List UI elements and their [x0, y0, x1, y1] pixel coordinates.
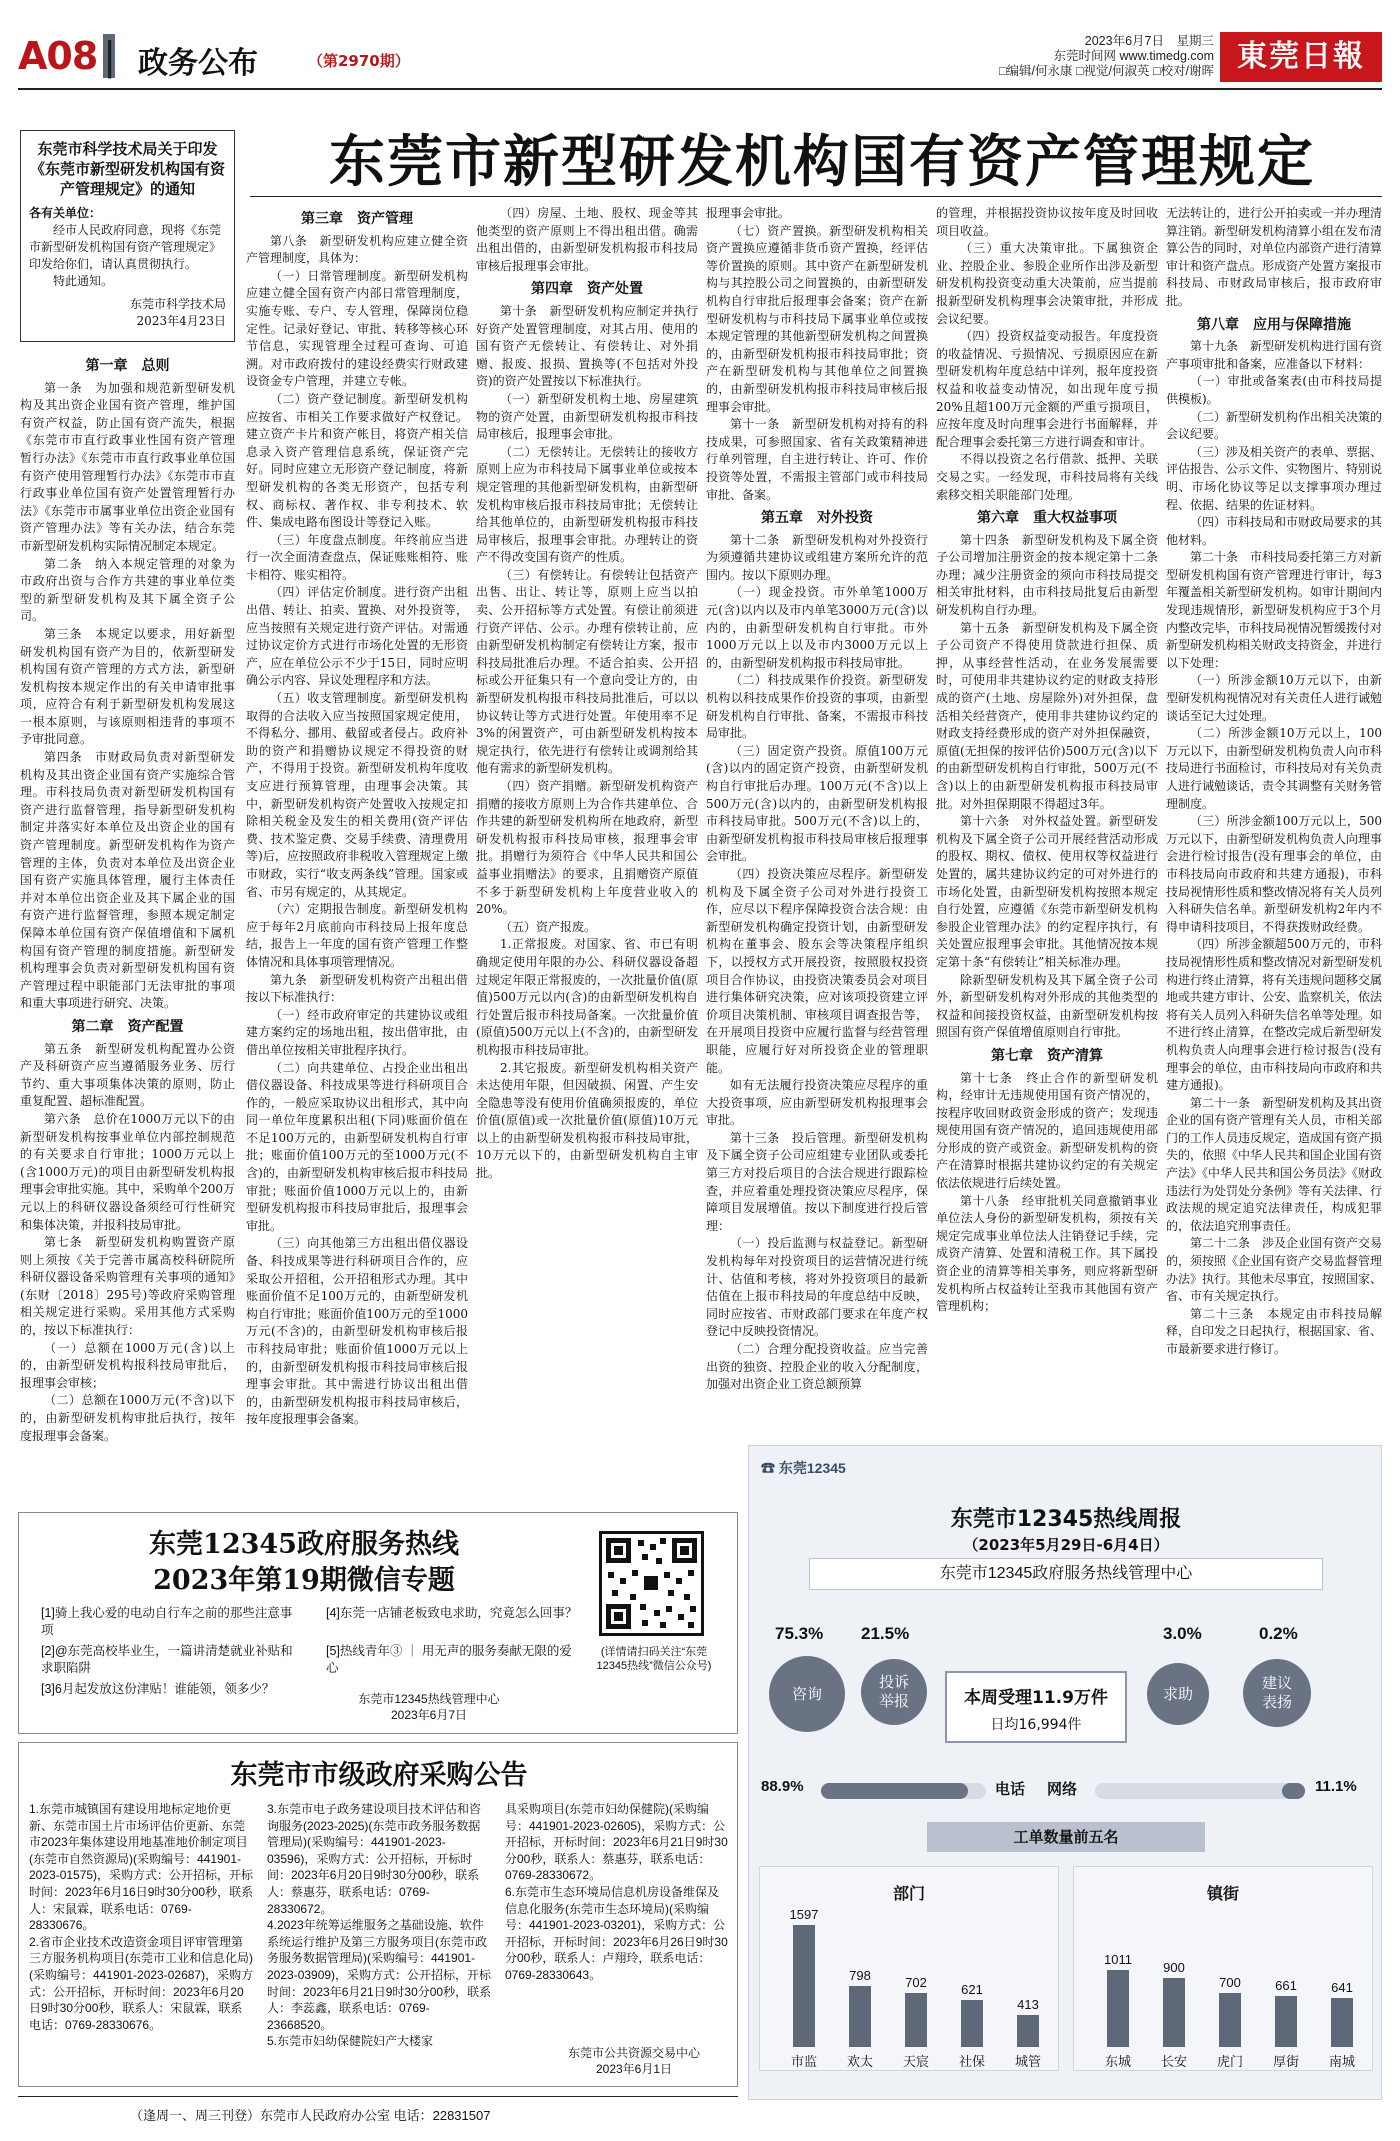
suggest-circle — [1243, 1659, 1311, 1727]
paragraph: 除新型研发机构及其下属全资子公司外，新型研发机构对外形成的其他类型的权益和间接投资权益，由新型研发机构按照国有资产保值增值原则自行审批。 — [936, 972, 1158, 1040]
chapter-heading: 第五章 对外投资 — [761, 510, 873, 527]
chart-bar — [1275, 1996, 1297, 2047]
phone-share-bar — [821, 1783, 986, 1799]
procurement-notice — [18, 1742, 738, 2087]
chart-category-label: 市监 — [790, 2055, 817, 2070]
chart-value-label: 798 — [849, 1968, 871, 1983]
chart-value-label: 1011 — [1104, 1952, 1132, 1967]
paragraph: （一）所涉金额10万元以下，由新型研发机构视情况对有关责任人进行诫勉谈话至记大过处理。 — [1166, 673, 1382, 723]
report-range: （2023年5月29日-6月4日） — [963, 1536, 1169, 1554]
paragraph: （三）涉及相关资产的表单、票据、评估报告、公示文件、实物图片、特别说明、市场化协议等足以支撑事项办理过程、依据、结果的佐证材料。 — [1166, 444, 1382, 512]
paragraph: （一）投后监测与权益登记。新型研发机构每年对投资项目的运营情况进行统计、估值和考核，将对外投资项目的最新估值在上报市科技局的年度总结中反映，同时应按省、市财政部门要求在年度产权登记中反映投资情况。 — [706, 1236, 928, 1339]
paragraph: （二）科技成果作价投资。新型研发机构以科技成果作价投资的事项，由新型研发机构自行审批、备案，不需报市科技局审批。 — [706, 673, 928, 741]
hotline-logo — [761, 1458, 846, 1478]
footer-text: （逢周一、周三刊登）东莞市人民政府办公室 电话：22831507 — [130, 2108, 491, 2123]
paragraph: （一）经市政府审定的共建协议或组建方案约定的场地出租，按出借审批，由借出单位按相关审批程序执行。 — [246, 1007, 468, 1057]
consult-percent: 75.3% — [775, 1624, 824, 1643]
paragraph: （七）资产置换。新型研发机构相关资产置换应遵循非货币资产置换，经评估等价置换的原则。其中资产在新型研发机构与其控股公司之间置换的，由新型研发机构自行审批后报理事会备案；资产在新型研发机构与市科技局下属事业单位或按本规定管理的其他新型研发机构之间置换的，由新型研发机构报市科技局审批；资产在新型研发机构与其他单位之间置换的，由新型研发机构报市科技局审核后报理事会审批。 — [706, 223, 928, 414]
paragraph: 第十六条 对外权益处置。新型研发机构及下属全资子公司开展经营活动形成的股权、期权、债权、使用权等权益进行处置的，属共建协议约定的可对外进行的市场化处置，由新型研发机构按照本规定自行处置，应遵循《东莞市新型研发机构参股企业管理办法》的约定程序执行，有关处置应报理事会审批。其他情况按本规定第十条“有偿转让”相关标准办理。 — [936, 814, 1158, 969]
complain-label: 投诉 举报 — [878, 1673, 909, 1710]
paragraph: 第二十二条 涉及企业国有资产交易的，须按照《企业国有资产交易监督管理办法》执行。其他未尽事宜，按照国家、省、市有关规定执行。 — [1166, 1236, 1382, 1304]
chart-value-label: 621 — [961, 1982, 983, 1997]
paragraph: 第七条 新型研发机构购置资产原则上须按《关于完善市属高校科研院所科研仪器设备采购管理有关事项的通知》(东财〔2018〕295号)等政府采购管理相关规定进行采购。采用其他方式采购的，按以下标准执行： — [20, 1235, 235, 1338]
paragraph: （四）市科技局和市财政局要求的其他材料。 — [1166, 515, 1382, 547]
headline: 东莞市新型研发机构国有资产管理规定 — [329, 129, 1315, 195]
phone-label: 电话 — [995, 1781, 1026, 1798]
paragraph: 第十八条 经审批机关同意撤销事业单位法人身份的新型研发机构，须按有关规定完成事业单位法人注销登记手续，完成资产清算、处置和清税工作。其下属投资企业的清算等相关事务，则应将新型研发机构所占权益转让至我市其他国有资产管理机构； — [936, 1193, 1158, 1314]
complain-percent: 21.5% — [861, 1624, 910, 1643]
page-number-text: A08 — [18, 34, 98, 78]
paragraph: （一）审批或备案表(由市科技局提供模板)。 — [1166, 374, 1382, 406]
paragraph: 第五条 新型研发机构配置办公资产及科研资产应当遵循服务业务、厉行节约、重大事项集体决策的原则，防止重复配置、超标准配置。 — [20, 1041, 235, 1109]
masthead — [18, 30, 1382, 90]
notice-box — [20, 130, 235, 342]
chart-bar — [1107, 1970, 1129, 2047]
weekly-total: 本周受理11.9万件 — [964, 1688, 1108, 1708]
article-column-2 — [246, 205, 468, 1502]
promo-item[interactable]: [1]骑上我心爱的电动自行车之前的那些注意事项 — [41, 1606, 293, 1637]
paragraph: （三）重大决策审批。下属独资企业、控股企业、参股企业所作出涉及新型研发机构投资变动重大决策前，应当提前报新型研发机构理事会决策审批，并形成会议纪要。 — [936, 241, 1158, 326]
paragraph: 第十一条 新型研发机构对持有的科技成果，可参照国家、省有关政策精神进行单列管理，自主进行转让、许可、作价投资等处置，不需报主管部门或市科技局审批、备案。 — [706, 417, 928, 502]
notice-to: 各有关单位： — [29, 206, 102, 220]
chart-value-label: 700 — [1219, 1975, 1241, 1990]
paragraph: （三）所涉金额100万元以上，500万元以下，由新型研发机构负责人向理事会进行检讨报告(没有理事会的单位，由市科技局向市政府和共建方通报)，市科技局视情形性质和整改情况将有关人员列入科研失信名单。新型研发机构2年内不得申请科技项目，不得获拨财政经费。 — [1166, 814, 1382, 934]
notice-title: 东莞市科学技术局关于印发《东莞市新型研发机构国有资产管理规定》的通知 — [29, 140, 225, 198]
chapter-heading: 第三章 资产管理 — [301, 211, 413, 227]
article-column-4 — [706, 205, 928, 1430]
notice-body: 经市人民政府同意，现将《东莞市新型研发机构国有资产管理规定》印发给你们，请认真贯彻执行。 — [29, 223, 222, 271]
procurement-column: 具采购项目(东莞市妇幼保健院)(采购编号：441901-2023-02605)，采购方式：公开招标，开标时间：2023年6月21日9时30分00秒，联系人：蔡惠芬，联系电话：0769-28330672。 6.东莞市生态环境局信息机房设备维保及信息化服务(东莞市生态环境局)(采购编号：441901-2023-03201)，采购方式：公开招标，开标时间：2023年6月26日9时30分00秒，联系人：卢翔玲，联系电话：0769-28330643。 — [505, 1802, 728, 1982]
town-chart — [1073, 1866, 1373, 2071]
paragraph: 第二条 纳入本规定管理的对象为市政府出资与合作方共建的事业单位类型的新型研发机构及其下属全资子公司。 — [20, 556, 235, 624]
procurement-signature — [539, 2045, 729, 2077]
paragraph: （二）资产登记制度。新型研发机构应按省、市相关工作要求做好产权登记。建立资产卡片和资产帐目，将资产相关信息录入资产管理信息系统，保证资产完好。同时应建立无形资产登记制度，将新型研发机构的各类无形资产，包括专利权、商标权、著作权、非专利技术、软件、集成电路布图设计等登记入账。 — [246, 391, 468, 530]
paragraph: 第二十三条 本规定由市科技局解释，自印发之日起执行，根据国家、省、市最新要求进行修订。 — [1166, 1306, 1382, 1356]
hotline-logo-text: 东莞12345 — [778, 1460, 846, 1476]
procurement-date: 2023年6月1日 — [595, 2062, 673, 2076]
chart-bar — [1017, 2015, 1039, 2047]
chart-bar — [1219, 1993, 1241, 2047]
chart-bar — [849, 1986, 871, 2047]
paragraph: （四）资产捐赠。新型研发机构资产捐赠的接收方原则上为合作共建单位、合作共建的新型研发机构所在地政府，新型研发机构报市科技局审核，报理事会审批。捐赠行为须符合《中华人民共和国公益事业捐赠法》的要求，且捐赠资产原值不多于新型研发机构上年度营业收入的20%。 — [476, 779, 698, 917]
footer-divider — [18, 2096, 738, 2097]
chart-category-label: 厚街 — [1272, 2055, 1299, 2070]
issue-number: （第2970期） — [308, 52, 410, 70]
procurement-column: 1.东莞市城镇国有建设用地标定地价更新、东莞市国土片市场评估价更新、东莞市2023年集体建设用地基准地价制定项目(东莞市自然资源局)(采购编号：441901-2023-01575)，采购方式：公开招标，开标时间：2023年6月16日9时30分00秒，联系人：宋鼠霖，联系电话：0769-28330676。 2.省市企业技术改造资金项目评审管理第三方服务机构项目(东莞市工业和信息化局)(采购编号：441901-2023-02687)，采购方式：公开招标，开标时间：2023年6月20日9时30分00秒，联系人：宋鼠霖，联系电话：0769-28330676。 — [29, 1802, 254, 2032]
chart-category-label: 虎门 — [1216, 2055, 1243, 2070]
procurement-column: 3.东莞市电子政务建设项目技术评估和咨询服务(2023-2025)(东莞市政务服务数据管理局)(采购编号：441901-2023-03596)，采购方式：公开招标，开标时间：2023年6月20日9时30分00秒，联系人：蔡惠芬，联系电话：0769-28330672。 4.2023年统筹运维服务之基础设施、软件系统运行维护及第三方服务项目(东莞市政务服务数据管理局)(采购编号：441901-2023-03909)，采购方式：公开招标，开标时间：2023年6月21日9时30分00秒，联系人：李蕊鑫，联系电话：0769-23668520。 5.东莞市妇幼保健院妇产大楼家 — [267, 1802, 492, 2049]
paragraph: （五）资产报废。 — [500, 919, 597, 934]
masthead-editors: □编辑/何永康 □视觉/何淑英 □校对/谢晖 — [998, 64, 1214, 78]
masthead-site: 东莞时间网 www.timedg.com — [1053, 49, 1214, 63]
chart-category-label: 长安 — [1160, 2055, 1187, 2070]
paragraph: 第十条 新型研发机构应制定并执行好资产处置管理制度，对其占用、使用的国有资产无偿转让、有偿转让、对外捐赠、报废、报损、置换等(不包括对外投资)的资产处置按以下标准执行。 — [476, 303, 698, 389]
paragraph: 第十三条 投后管理。新型研发机构及下属全资子公司应组建专业团队或委托第三方对投后项目的合法合规进行跟踪检查，并应着重处理投资决策应尽程序，保障项目发展增值。按以下制度进行投后管理： — [706, 1130, 928, 1233]
paragraph: （三）向其他第三方出租出借仪器设备、科技成果等进行科研项目合作的，应采取公开招租，公开招租形式办理。其中账面价值不足100万元的，由新型研发机构自行审批；账面价值100万元的至1000万元(不含)的，由新型研发机构审核后报市科技局审批；账面价值1000万元以上的，由新型研发机构报市科技局审核后报理事会审批。其中需进行协议出租出借的，由新型研发机构报市科技局审核后，按年度报理事会备案。 — [246, 1236, 468, 1427]
top5-heading: 工单数量前五名 — [927, 1822, 1205, 1852]
promo-item[interactable]: [5]热线青年③ ｜ 用无声的服务奏献无限的爱心 — [326, 1644, 572, 1675]
web-label: 网络 — [1047, 1781, 1078, 1798]
promo-item[interactable]: [3]6月起发放这份津贴！谁能领，领多少？ — [41, 1682, 275, 1696]
paragraph: （二）总额在1000万元(不含)以下的，由新型研发机构审批后执行，按年度报理事会备案。 — [20, 1393, 235, 1443]
page-number: A08 | — [18, 34, 116, 78]
procurement-org: 东莞市公共资源交易中心 — [567, 2046, 700, 2060]
chart-value-label: 641 — [1331, 1980, 1353, 1995]
paragraph: 如有无法履行投资决策应尽程序的重大投资事项，应由新型研发机构报理事会审批。 — [706, 1078, 928, 1128]
paragraph: 第十五条 新型研发机构及下属全资子公司资产不得使用贷款进行担保、质押，从事经营性活动，在业务发展需要时，可使用非共建协议约定的财政支持形成的资产(土地、房屋除外)对外担保，盘活相关经营资产，使用非共建协议约定的财政支持经费形成的资产对外担保融资，原值(无担保的按评估价)500万元(含)以下的由新型研发机构自行审批，500万元(不含)以上的由新型研发机构报市科技局审批。对外担保期限不得超过3年。 — [936, 620, 1158, 811]
chart-category-label: 城管 — [1014, 2055, 1041, 2070]
section-title: 政务公布 — [138, 46, 258, 81]
phone-percent: 88.9% — [761, 1778, 804, 1795]
chart-category-label: 东城 — [1104, 2055, 1131, 2070]
dept-chart-title: 部门 — [892, 1884, 925, 1903]
paragraph: 第六条 总价在1000万元以下的由新型研发机构按事业单位内部控制规范的有关要求自行审批；1000万元以上(含1000万元)的项目由新型研发机构报理事会审批实施。其中，采购单个200万元以上的科研仪器设备须经可行性研究和集体决策，并报科技局审批。 — [20, 1111, 235, 1232]
notice-date: 2023年4月23日 — [136, 314, 226, 328]
paragraph: （一）总额在1000万元(含)以上的，由新型研发机构报科技局审批后，报理事会审核； — [20, 1340, 235, 1390]
notice-org: 东莞市科学技术局 — [129, 297, 226, 311]
web-percent: 11.1% — [1315, 1778, 1357, 1795]
chapter-heading: 第七章 资产清算 — [991, 1047, 1103, 1064]
paragraph: 第十二条 新型研发机构对外投资行为须遵循共建协议或组建方案所允许的范围内。按以下原则办理。 — [706, 532, 928, 582]
chapter-heading: 第八章 应用与保障措施 — [1197, 316, 1351, 333]
paragraph: 报理事会审批。 — [706, 206, 791, 220]
paragraph: （六）定期报告制度。新型研发机构应于每年2月底前向市科技局上报年度总结，报告上一年度的国有资产管理工作整体情况和具体事项管理情况。 — [246, 902, 468, 969]
chart-value-label: 413 — [1017, 1997, 1039, 2012]
paragraph: （三）年度盘点制度。年终前应当进行一次全面清查盘点，保证账账相符、账卡相符、账实相符。 — [246, 532, 468, 582]
daily-average: 日均16,994件 — [990, 1717, 1082, 1733]
dept-chart — [759, 1866, 1059, 2071]
article-column-6 — [1166, 205, 1382, 1430]
paragraph: （四）评估定价制度。进行资产出租出借、转让、拍卖、置换、对外投资等，应当按照有关规定进行资产评估。对需通过协议定价方式进行市场化处置的无形资产，应在单位公示不少于15日，同时应明确公示内容、异议处理程序和方法。 — [246, 585, 468, 688]
paragraph: （三）固定资产投资。原值100万元(含)以内的固定资产投资，由新型研发机构自行审批后办理。100万元(不含)以上500万元(含)以内的，由新型研发机构报市科技局审批。500万元(不含)以上的，由新型研发机构报市科技局审核后报理事会审批。 — [706, 743, 928, 864]
paragraph: 不得以投资之名行借款、抵押、关联交易之实。一经发现，市科技局将有关线索移交相关职能部门处理。 — [936, 452, 1158, 502]
chart-bar — [1163, 1978, 1185, 2047]
web-share-fill — [1282, 1783, 1305, 1799]
paragraph: 第二十一条 新型研发机构及其出资企业的国有资产管理有关人员，市相关部门的工作人员违反规定，造成国有资产损失的，依照《中华人民共和国企业国有资产法》《中华人民共和国公务员法》《财政违法行为处罚处分条例》等有关法律、行政法规的规定追究法律责任，构成犯罪的，依法追究刑事责任。 — [1166, 1095, 1382, 1233]
paragraph: 第十九条 新型研发机构进行国有资产事项审批和备案，应准备以下材料： — [1166, 339, 1382, 371]
paragraph: 第四条 市财政局负责对新型研发机构及其出资企业国有资产实施综合管理。市科技局负责对新型研发机构国有资产进行监督管理，指导新型研发机构制定并落实好本单位及出资企业的国有资产管理制度。新型研发机构作为资产管理的主体，负责对本单位及出资企业国有资产实施具体管理，履行主体责任并对本单位出资企业及其下属企业的国有资产进行监督管理，参照本规定制定保障本单位国有资产保值增值和下属机构国有资产管理的制度措施。新型研发机构理事会负责对新型研发机构国有资产管理过程中职能部门无法审批的事项和重大事项进行研究、决策。 — [20, 750, 235, 1011]
newspaper-logo: 東莞日報 — [1220, 32, 1382, 82]
report-center: 东莞市12345政府服务热线管理中心 — [809, 1558, 1323, 1590]
chapter-heading: 第四章 资产处置 — [531, 281, 643, 298]
headline-divider — [250, 196, 1382, 197]
help-label: 求助 — [1162, 1684, 1193, 1703]
chart-value-label: 900 — [1163, 1960, 1185, 1975]
paragraph: 第九条 新型研发机构资产出租出借按以下标准执行： — [246, 972, 468, 1005]
paragraph: （二）合理分配投资收益。应当完善出资的独资、控股企业的收入分配制度，加强对出资企业工资总额预算 — [706, 1342, 928, 1392]
web-share-bar — [1095, 1783, 1305, 1799]
paragraph: 第八条 新型研发机构应建立健全资产管理制度，具体为： — [246, 233, 468, 266]
chapter-heading: 第一章 总则 — [85, 358, 170, 374]
promo-signature — [329, 1691, 529, 1723]
chart-category-label: 天宸 — [902, 2055, 929, 2070]
promo-title-line1: 东莞12345政府服务热线 — [149, 1529, 459, 1560]
chart-bar — [793, 1925, 815, 2047]
chart-bar — [905, 1993, 927, 2047]
promo-title — [64, 1527, 544, 1599]
consult-circle — [769, 1656, 845, 1732]
report-title: 东莞市12345热线周报 — [950, 1507, 1182, 1532]
chart-value-label: 1597 — [789, 1907, 819, 1922]
complain-circle — [861, 1659, 927, 1725]
chapter-heading: 第六章 重大权益事项 — [977, 510, 1117, 527]
article-column-1 — [20, 352, 235, 1502]
paragraph: （一）新型研发机构土地、房屋建筑物的资产处置，由新型研发机构报市科技局审核后，报理事会审批。 — [476, 391, 698, 442]
chart-category-label: 社保 — [958, 2055, 985, 2070]
paragraph: （四）房屋、土地、股权、现金等其他类型的资产原则上不得出租出借。确需出租出借的，由新型研发机构报市科技局审核后报理事会审批。 — [476, 206, 698, 273]
notice-end: 特此通知。 — [53, 274, 114, 288]
promo-date: 2023年6月7日 — [390, 1708, 468, 1722]
paragraph: （一）现金投资。市外单笔1000万元(含)以内以及市内单笔3000万元(含)以内的，由新型研发机构自行审批。市外1000万元以上以及市内3000万元以上的，由新型研发机构报市科技局审批。 — [706, 585, 928, 670]
promo-item[interactable]: [2]@东莞高校毕业生，一篇讲清楚就业补贴和求职陷阱 — [41, 1644, 293, 1675]
chart-bar — [961, 2000, 983, 2047]
paragraph: （一）日常管理制度。新型研发机构应建立健全国有资产内部日常管理制度，实施专账、专户、专人管理，保障岗位稳定性。记录好登记、审批、转移等核心环节信息，实现管理全过程可查询、可追溯。对市政府拨付的建设经费实行财政建设资金专户管理，并建立专帐。 — [246, 268, 468, 389]
paragraph: （四）所涉金额超500万元的，市科技局视情形性质和整改情况对新型研发机构进行终止清算，将有关违规问题移交属地或共建方审计、公安、监察机关，依法将有关人员列入科研失信名单等处理。如不进行终止清算，在整改完成后新型研发机构负责人向理事会进行检讨报告(没有理事会的单位，由市科技局向市政府和共建方通报)。 — [1166, 937, 1382, 1093]
chart-value-label: 702 — [905, 1975, 927, 1990]
chart-value-label: 661 — [1275, 1978, 1297, 1993]
hotline-weekly-report — [748, 1445, 1382, 2100]
masthead-date: 2023年6月7日 星期三 — [1084, 34, 1214, 48]
paragraph: 2.其它报废。新型研发机构相关资产未达使用年限，但因破损、闲置、产生安全隐患等没有使用价值确须报废的，单位价值(原值)或一次批量价值(原值)10万元以上的由新型研发机构报市科技局审批，10万元以下的，由新型研发机构自主审批。 — [476, 1060, 698, 1181]
suggest-percent: 0.2% — [1259, 1624, 1298, 1643]
paragraph: 的管理，并根据投资协议按年度及时回收项目收益。 — [936, 206, 1158, 238]
suggest-label: 建议 表扬 — [1261, 1674, 1292, 1711]
paragraph: （二）无偿转让。无偿转让的接收方原则上应为市科技局下属事业单位或按本规定管理的其他新型研发机构，由新型研发机构审核后报市科技局审批；无偿转让给其他单位的，由新型研发机构报市科技局审核后，报理事会审批。办理转让的资产不得改变国有资产的性质。 — [476, 444, 698, 565]
help-circle — [1147, 1663, 1209, 1725]
paragraph: 第十四条 新型研发机构及下属全资子公司增加注册资金的按本规定第十二条办理；减少注册资金的须向市科技局提交相关审批材料，由市科技局批复后由新型研发机构自行办理。 — [936, 532, 1158, 618]
paragraph: （二）新型研发机构作出相关决策的会议纪要。 — [1166, 409, 1382, 442]
paragraph: 1.正常报废。对国家、省、市已有明确规定使用年限的办公、科研仪器设备超过规定年限正常报废的，一次批量价值(原值)500万元以内(含)的由新型研发机构自行处置后报市科技局备案。一次批量价值(原值)500万元以上(不含)的，由新型研发机构报市科技局审批。 — [476, 937, 698, 1057]
chart-bar — [1331, 1998, 1353, 2047]
paragraph: （四）投资权益变动报告。年度投资的收益情况、亏损情况、亏损原因应在新型研发机构年度总结中详列，报年度投资权益和收益变动情况，如出现年度亏损20%且超100万元金额的严重亏损项目，应按年度及时向理事会进行书面解释，并配合理事会委托第三方进行调查和审计。 — [936, 329, 1158, 449]
promo-org: 东莞市12345热线管理中心 — [358, 1692, 500, 1706]
qr-caption: (详情请扫码关注“东莞12345热线”微信公众号) — [596, 1646, 712, 1672]
paragraph: 无法转让的，进行公开拍卖或一并办理清算注销。新型研发机构清算小组在发布清算公告的同时，对单位内部资产进行清算审计和资产盘点。形成资产处置方案报市科技局、市财政局审核后，报市政府审批。 — [1166, 206, 1382, 308]
qr-code-icon[interactable] — [599, 1531, 704, 1636]
town-chart-title: 镇街 — [1206, 1884, 1239, 1903]
promo-item[interactable]: [4]东莞一店铺老板致电求助，究竟怎么回事？ — [326, 1606, 578, 1620]
consult-label: 咨询 — [791, 1684, 822, 1703]
weekly-total-box — [945, 1671, 1127, 1743]
chart-category-label: 欢太 — [846, 2055, 873, 2070]
help-percent: 3.0% — [1163, 1624, 1202, 1643]
paragraph: （四）投资决策应尽程序。新型研发机构及下属全资子公司对外进行投资工作，应尽以下程序保障投资合法合规：由新型研发机构确定投资计划，由新型研发机构在董事会、股东会等决策程序组织下，以授权方式开展投资，按照股权投资项目合作协议，由投资决策委员会对项目进行集体研究决策，应对该项投资建立评价项目决策机制、审核项目调查报告等，在开展项目投资中应履行监督与经营管理职能，应履行好对所投资企业的管理职能。 — [706, 866, 928, 1075]
paragraph: 第一条 为加强和规范新型研发机构及其出资企业国有资产管理，维护国有资产权益，防止国有资产流失，根据《东莞市市直行政事业性国有资产管理暂行办法》《东莞市市直行政事业单位国有资产使用管理暂行办法》《东莞市市直行政事业单位国有资产处置管理暂行办法》《东莞市市属事业单位出资企业国有资产管理办法》等有关办法，结合东莞市新型研发机构实际情况制定本规定。 — [20, 380, 235, 553]
promo-title-line2: 2023年第19期微信专题 — [153, 1565, 455, 1596]
paragraph: 第三条 本规定以要求，用好新型研发机构国有资产为目的，依新型研发机构国有资产管理的方式方法，新型研发机构按本规定作出的有关申请审批事项，应符合有利于新型研发机构发展这一根本原则，与该原则相违背的事项不予审批同意。 — [20, 626, 235, 747]
hotline-wechat-promo — [18, 1512, 738, 1734]
procurement-title: 东莞市市级政府采购公告 — [230, 1760, 528, 1791]
article-column-3 — [476, 205, 698, 1502]
paragraph: 第二十条 市科技局委托第三方对新型研发机构国有资产管理进行审计，每3年覆盖相关新型研发机构。如审计期间内发现违规情形，新型研发机构应于3个月内整改完毕，市科技局视情况暂缓拨付对新型研发机构相关财政支持资金，并进行以下处理： — [1166, 550, 1382, 670]
masthead-info — [999, 34, 1214, 79]
paragraph: 第十七条 终止合作的新型研发机构，经审计无违规使用国有资产情况的，按程序收回财政资金形成的资产；发现违规使用国有资产情况的，追回违规使用部分形成的资产或资金。新型研发机构的资产在清算时根据共建协议约定的有关规定依法依规进行后续处置。 — [936, 1070, 1158, 1191]
chapter-heading: 第二章 资产配置 — [71, 1018, 184, 1035]
paragraph: （五）收支管理制度。新型研发机构取得的合法收入应当按照国家规定使用，不得私分、挪用、截留或者侵占。政府补助的资产和捐赠协议规定不得投资的财产，不得用于投资。新型研发机构年度收支应进行预算管理，由理事会决策。其中，新型研发机构资产处置收入按规定扣除相关税金及发生的相关费用(资产评估费、技术鉴定费、交易手续费、清理费用等)后，应按照政府非税收入管理规定上缴市财政，实行“收支两条线”管理。国家或省、市另有规定的，从其规定。 — [246, 691, 468, 899]
article-column-5 — [936, 205, 1158, 1430]
phone-share-fill — [821, 1783, 968, 1799]
chart-category-label: 南城 — [1328, 2055, 1355, 2070]
paragraph: （二）所涉金额10万元以上，100万元以下，由新型研发机构负责人向市科技局进行书面检讨，市科技局对有关负责人进行诫勉谈话，责令其调整有关财务管理制度。 — [1166, 726, 1382, 811]
paragraph: （二）向共建单位、占投企业出租出借仪器设备、科技成果等进行科研项目合作的，一般应采取协议出租形式，其中向同一单位年度累积出租(下同)账面价值在不足100万元的，由新型研发机构自行审批；账面价值100万元的至1000万元(不含)的，由新型研发机构审核后报市科技局审批；账面价值1000万元以上的，由新型研发机构报市科技局审批后，报理事会审批。 — [246, 1060, 468, 1233]
paragraph: （三）有偿转让。有偿转让包括资产出售、出让、转让等，原则上应当以拍卖、公开招标等方式处置。有偿让前须进行资产评估、公示。办理有偿转让前，应由新型研发机构制定有偿转让方案，报市科技局批准后办理。不适合拍卖、公开招标或公开征集只有一个意向受让方的，由新型研发机构报市科技局批准后，可以以协议转让等方式进行处置。年使用率不足3%的闲置资产，可由新型研发机构按本规定执行，依先进行有偿转让或调剂给其他有需求的新型研发机构。 — [476, 567, 698, 776]
phone-icon: ☎ — [761, 1460, 775, 1476]
